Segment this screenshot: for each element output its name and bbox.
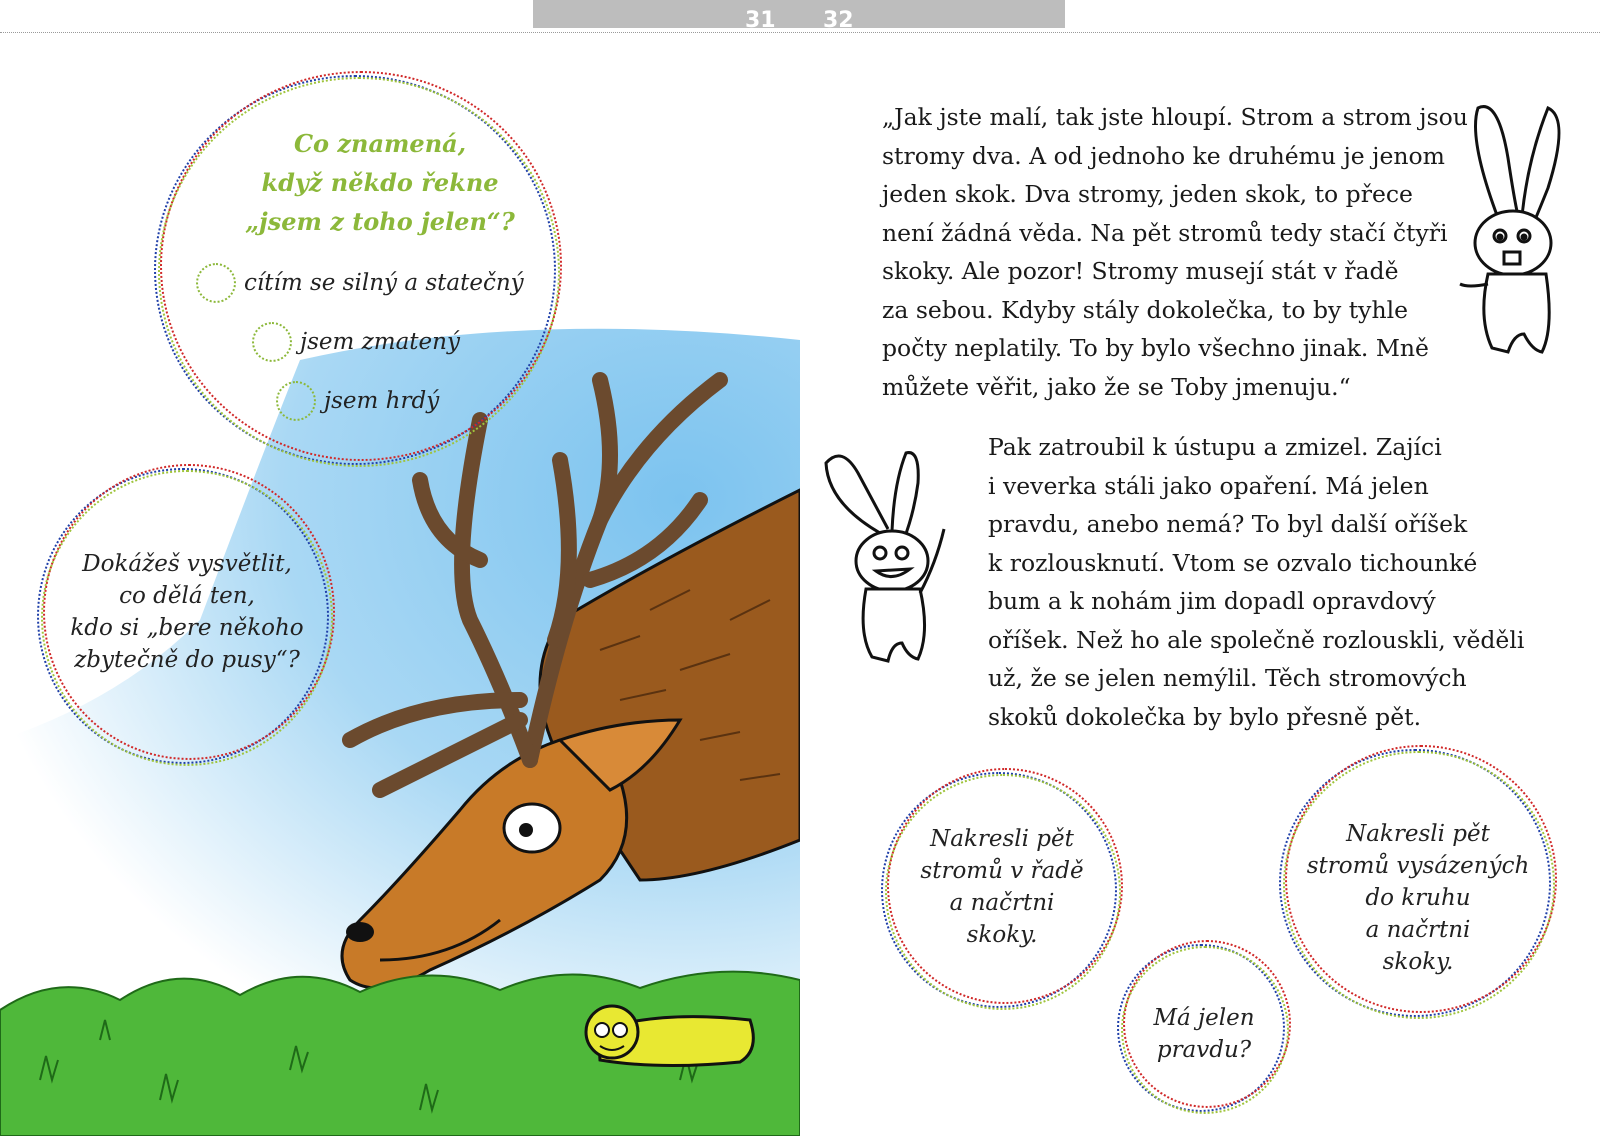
explain-line: zbytečně do pusy“? — [74, 647, 300, 673]
story-line: i veverka stáli jako opaření. Má jelen — [988, 471, 1429, 500]
option-checkbox[interactable] — [252, 322, 292, 362]
option-label: jsem hrdý — [324, 388, 440, 414]
left-page-number: 31 — [745, 8, 776, 33]
task-line: skoky. — [966, 922, 1038, 948]
question-title-line: když někdo řekne — [261, 168, 499, 197]
option-strong[interactable] — [196, 263, 524, 303]
question-title-line: „jsem z toho jelen“? — [245, 207, 515, 236]
story-line: k rozlousknutí. Vtom se ozvalo tichounké — [988, 548, 1478, 577]
explain-line: Dokážeš vysvětlit, — [82, 551, 292, 577]
explain-line: co dělá ten, — [119, 583, 255, 609]
rabbit-illustration-standing — [1458, 98, 1578, 368]
task-line: a načrtni — [949, 890, 1055, 916]
story-line: můžete věřit, jako že se Toby jmenuju.“ — [882, 372, 1351, 401]
story-line: počty neplatily. To by bylo všechno jinak. Mně — [882, 334, 1429, 362]
deer-nose — [346, 922, 374, 942]
explain-line: kdo si „bere někoho — [70, 615, 304, 641]
task-line: Nakresli pět — [930, 826, 1074, 852]
task-line: pravdu? — [1156, 1037, 1252, 1063]
story-line: není žádná věda. Na pět stromů tedy stačí čtyři — [882, 218, 1448, 247]
task-line: skoky. — [1382, 949, 1454, 975]
page-number-tab — [533, 0, 1065, 28]
task-line: Má jelen — [1153, 1005, 1255, 1031]
story-line: skoky. Ale pozor! Stromy musejí stát v řadě — [882, 257, 1399, 285]
option-checkbox[interactable] — [196, 263, 236, 303]
right-page-number: 32 — [823, 8, 854, 33]
option-checkbox[interactable] — [276, 381, 316, 421]
task-circle-text — [1290, 818, 1546, 978]
story-line: Pak zatroubil k ústupu a zmizel. Zajíci — [988, 433, 1442, 461]
story-line: jeden skok. Dva stromy, jeden skok, to přece — [882, 180, 1413, 208]
story-paragraph-2 — [988, 428, 1524, 736]
story-line: stromy dva. A od jednoho ke druhému je jenom — [882, 141, 1445, 170]
story-line: pravdu, anebo nemá? To byl další oříšek — [988, 510, 1468, 538]
rabbit-illustration-waving — [818, 443, 958, 671]
story-line: oříšek. Než ho ale společně rozlouskli, věděli — [988, 625, 1525, 654]
option-proud[interactable] — [276, 381, 439, 421]
option-label: cítím se silný a statečný — [244, 270, 524, 296]
question-title-line: Co znamená, — [293, 129, 467, 158]
story-line: za sebou. Kdyby stály dokolečka, to by tyhle — [882, 295, 1409, 324]
story-line: bum a k nohám jim dopadl opravdový — [988, 587, 1436, 615]
option-label: jsem zmatený — [300, 329, 460, 355]
explain-text — [52, 548, 322, 676]
story-line: skoků dokolečka by bylo přesně pět. — [988, 702, 1422, 731]
question-title — [170, 124, 590, 241]
task-line: do kruhu — [1365, 885, 1471, 911]
story-paragraph-1 — [882, 98, 1468, 406]
story-line: „Jak jste malí, tak jste hloupí. Strom a strom jsou — [882, 103, 1468, 131]
task-line: stromů vysázených — [1306, 853, 1530, 879]
task-row-text — [894, 823, 1110, 951]
task-line: stromů v řadě — [920, 858, 1084, 884]
task-line: Nakresli pět — [1346, 821, 1490, 847]
task-line: a načrtni — [1365, 917, 1471, 943]
task-question-text — [1128, 1002, 1280, 1066]
story-line: už, že se jelen nemýlil. Těch stromových — [988, 664, 1467, 692]
header-divider — [0, 32, 1600, 33]
option-confused[interactable] — [252, 322, 460, 362]
